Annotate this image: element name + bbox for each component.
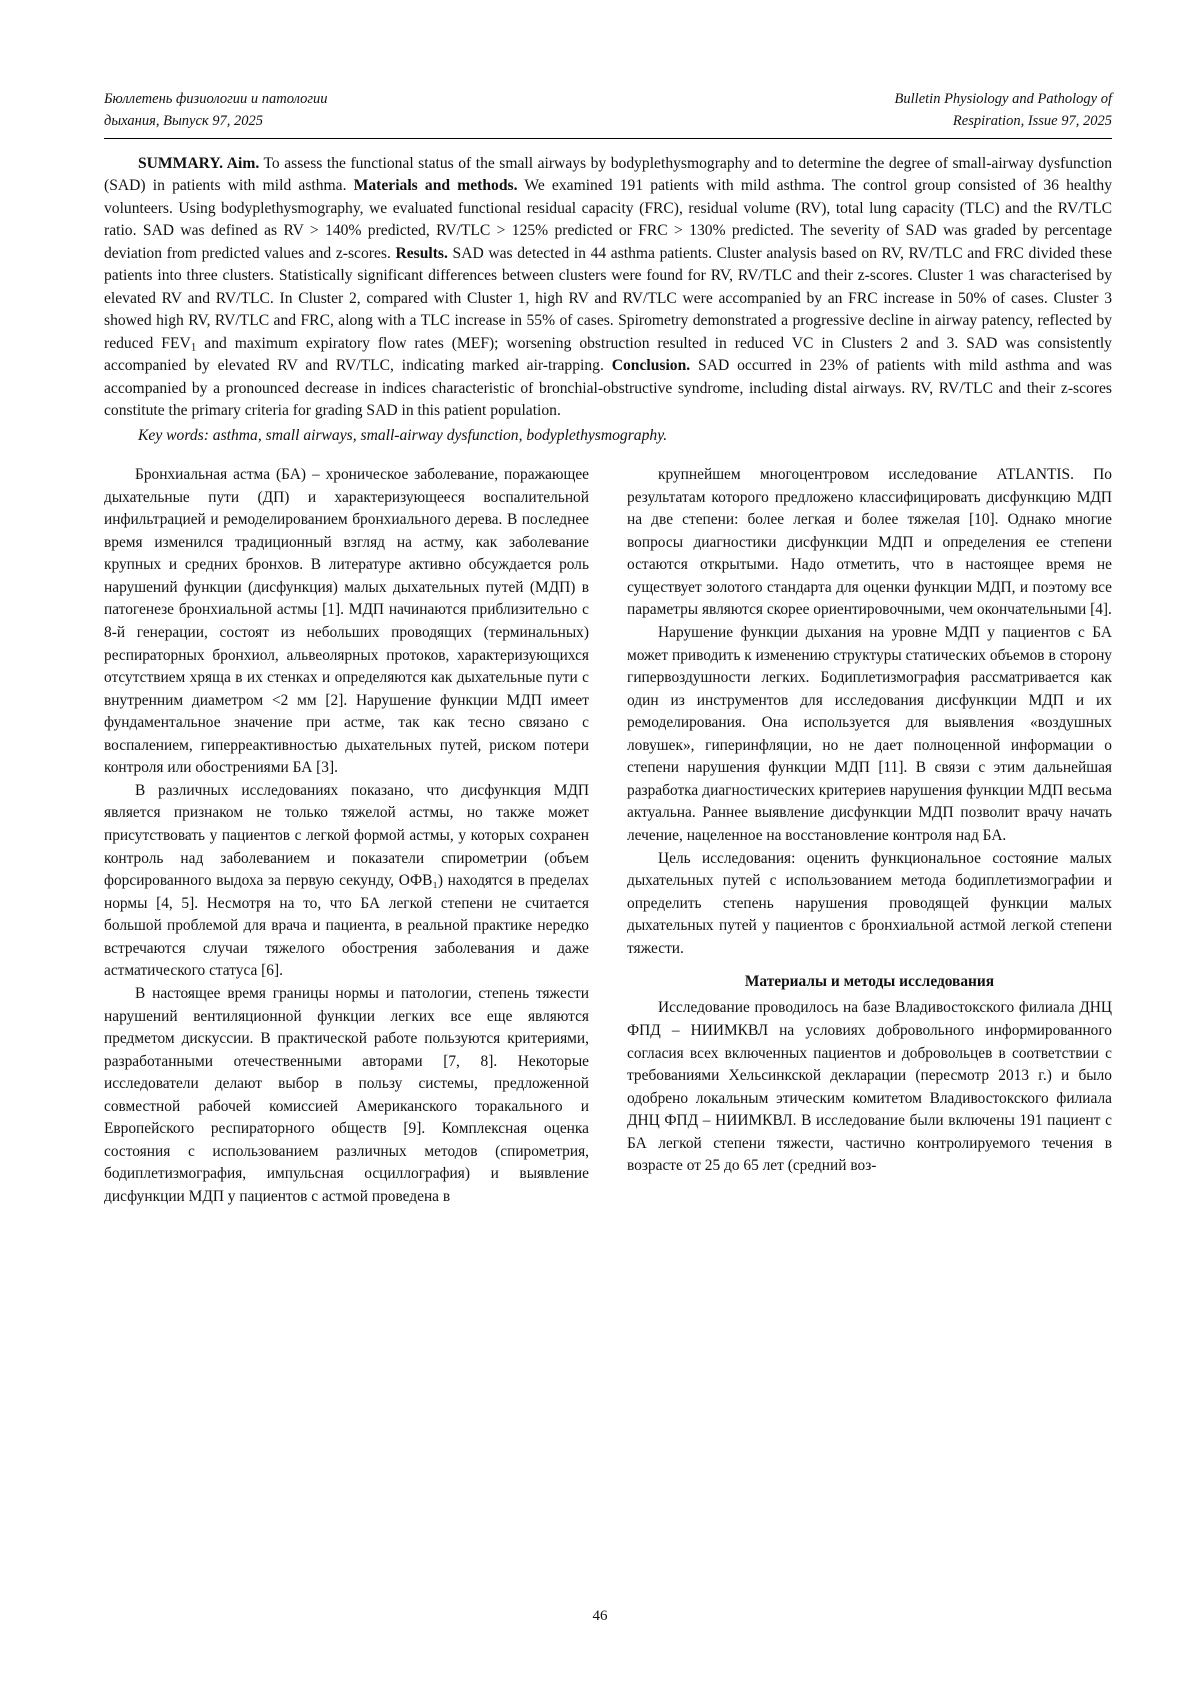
materials-text: We examined 191 patients with mild asthma. The control group consisted of 36 healthy volunteers. Using bodyplethysmography, we evaluated functional residual capacity (FRC), residual volume (RV), total lung capacity (TLC) and the RV/TLC ratio. SAD was defined as RV > 140% predicted, RV/TLC > 125% predicted or FRC > 130% predicted. The severity of SAD was graded by percentage deviation from predicted values and z-scores. <box>104 177 1112 262</box>
paragraph: Исследование проводилось на базе Владивостокского филиала ДНЦ ФПД – НИИМКВЛ на условиях добровольного информированного согласия всех включенных пациентов и добровольцев в соответствии с требованиями Хельсинкской декларации (пересмотр 2013 г.) и было одобрено локальным этическим комитетом Владивостокского филиала ДНЦ ФПД – НИИМКВЛ. В исследование были включены 191 пациент с БА легкой степени тяжести, частично контролируемого течения в возрасте от 25 до 65 лет (средний воз- <box>627 999 1112 1175</box>
summary-label: SUMMARY. <box>138 154 224 172</box>
left-column <box>104 464 589 1209</box>
results-text-b: and maximum expiratory flow rates (MEF); worsening obstruction resulted in reduced VC in Clusters 2 and 3. SAD was consistently accompanied by elevated RV and RV/TLC, indicating marked air-trapping. <box>104 334 1112 375</box>
materials-label: Materials and methods. <box>353 177 518 195</box>
aim-label: Aim. <box>226 154 260 172</box>
results-label: Results. <box>395 244 448 262</box>
right-column <box>627 464 1112 1209</box>
running-head-right-line2: Respiration, Issue 97, 2025 <box>952 113 1112 130</box>
paragraph: крупнейшем многоцентровом исследование ATLANTIS. По результатам которого предложено классифицировать дисфункцию МДП на две степени: более легкая и более тяжелая [10]. Однако многие вопросы диагностики дисфункции МДП и определения ее степени остаются открытыми. Надо отметить, что в настоящее время не существует золотого стандарта для оценки функции МДП, и поэтому все параметры являются скорее ориентировочными, чем окончательными [4]. <box>627 466 1112 619</box>
running-head-left <box>104 88 588 133</box>
running-head-right-line1: Bulletin Physiology and Pathology of <box>894 91 1112 107</box>
paragraph: Нарушение функции дыхания на уровне МДП у пациентов с БА может приводить к изменению структуры статических объемов в сторону гипервоздушности легких. Бодиплетизмография рассматривается как один из инструментов для исследования дисфункции МДП и их ремоделирования. Она используется для выявления «воздушных ловушек», гиперинфляции, но не дает полноценной информации о степени нарушения функции МДП [11]. В связи с этим дальнейшая разработка диагностических критериев нарушения функции МДП весьма актуальна. Раннее выявление дисфункции МДП позволит врачу начать лечение, нацеленное на восстановление контроля над БА. <box>627 623 1112 845</box>
section-heading: Материалы и методы исследования <box>744 973 995 991</box>
conclusion-label: Conclusion. <box>611 357 691 375</box>
keywords-line: Key words: asthma, small airways, small-airway dysfunction, bodyplethysmography. <box>138 426 668 444</box>
running-head <box>104 88 1112 133</box>
paragraph: В настоящее время границы нормы и патологии, степень тяжести нарушений вентиляционной функции легких все еще являются предметом дискуссии. В практической работе пользуются критериями, разработанными отечественными авторами [7, 8]. Некоторые исследователи делают выбор в пользу системы, предложенной совместной рабочей комиссией Американского торакального и Европейского респираторного обществ [9]. Комплексная оценка состояния с использованием различных методов (спирометрия, бодиплетизмография, импульсная осциллография) и выявление дисфункции МДП у пациентов с астмой проведена в <box>104 984 589 1206</box>
paragraph: Бронхиальная астма (БА) – хроническое заболевание, поражающее дыхательные пути (ДП) и характеризующееся воспалительной инфильтрацией и ремоделированием бронхиального дерева. В последнее время изменился традиционный взгляд на астму, как заболевание крупных и средних бронхов. В литературе активно обсуждается роль нарушений функции (дисфункция) малых дыхательных путей (МДП) в патогенезе бронхиальной астмы [1]. МДП начинаются приблизительно с 8-й генерации, состоят из небольших проводящих (терминальных) респираторных бронхиол, альвеолярных протоков, характеризующихся отсутствием хряща в их стенках и определяются как дыхательные пути с внутренним диаметром <2 мм [2]. Нарушение функции МДП имеет фундаментальное значение при астме, так как тесно связано с воспалением, гиперреактивностью дыхательных путей, риском потери контроля или обострениями БА [3]. <box>104 466 589 777</box>
running-head-left-line1: Бюллетень физиологии и патологии <box>104 91 328 107</box>
summary-paragraph <box>104 153 1112 423</box>
aim-text: To assess the functional status of the small airways by bodyplethysmography and to determine the degree of small-airway dysfunction (SAD) in patients with mild asthma. <box>104 154 1112 195</box>
paragraph: Цель исследования: оценить функциональное состояние малых дыхательных путей с использованием метода бодиплетизмографии и определить степень нарушения проводящей функции малых дыхательных путей у пациентов с бронхиальной астмой легкой степени тяжести. <box>627 849 1112 957</box>
fev-subscript: 1 <box>190 341 197 354</box>
paragraph: В различных исследованиях показано, что дисфункция МДП является признаком не только тяжелой астмы, но также может присутствовать у пациентов с легкой формой астмы, у которых сохранен контроль над заболеванием и показатели спирометрии (объем форсированного выдоха за первую секунду, ОФВ₁) находятся в пределах нормы [4, 5]. Несмотря на то, что БА легкой степени не считается большой проблемой для врача и пациента, в реальной практике нередко встречаются случаи тяжелого обострения заболевания и даже астматического статуса [6]. <box>104 781 589 980</box>
header-divider <box>104 138 1112 139</box>
conclusion-text: SAD occurred in 23% of patients with mild asthma and was accompanied by a pronounced decrease in indices characteristic of bronchial-obstructive syndrome, including distal airways. RV, RV/TLC and their z-scores constitute the primary criteria for grading SAD in this patient population. <box>104 357 1112 420</box>
two-column-body <box>104 464 1112 1209</box>
page-number: 46 <box>592 1608 608 1624</box>
running-head-right <box>628 88 1112 133</box>
running-head-left-line2: дыхания, Выпуск 97, 2025 <box>104 113 264 130</box>
page-content <box>104 88 1112 1209</box>
results-text-a: SAD was detected in 44 asthma patients. Cluster analysis based on RV, RV/TLC and FRC divided these patients into three clusters. Statistically significant differences between clusters were found for RV, RV/TLC and their z-scores. Cluster 1 was characterised by elevated RV and RV/TLC. In Cluster 2, compared with Cluster 1, high RV and RV/TLC were accompanied by an FRC increase in 50% of cases. Cluster 3 showed high RV, RV/TLC and FRC, along with a TLC increase in 55% of cases. Spirometry demonstrated a progressive decline in airway patency, reflected by reduced FEV <box>104 244 1113 352</box>
